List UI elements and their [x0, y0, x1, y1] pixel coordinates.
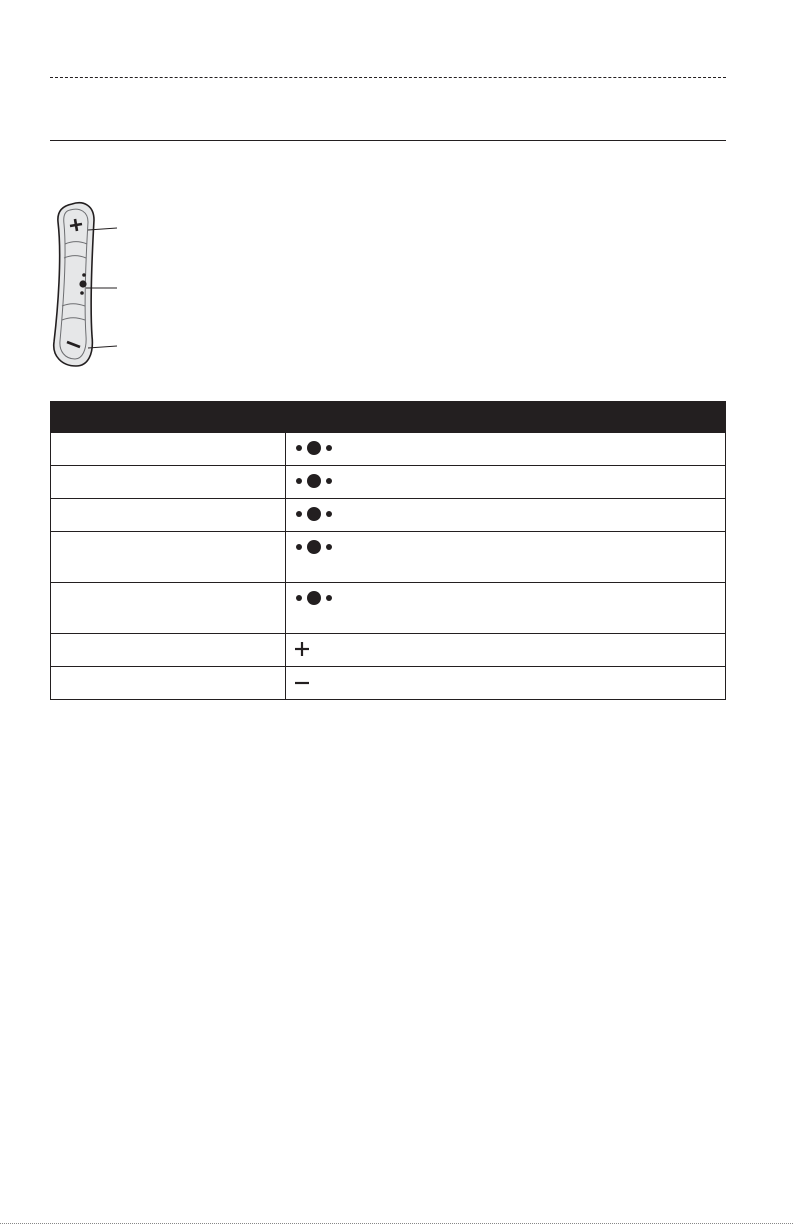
multi-function-button-icon	[294, 588, 334, 608]
function-cell	[51, 667, 286, 700]
table-header-function	[51, 402, 286, 433]
plus-icon	[294, 641, 310, 657]
function-cell	[51, 634, 286, 667]
minus-icon	[294, 674, 310, 690]
function-cell	[51, 499, 286, 532]
controls-table	[50, 401, 726, 700]
action-cell	[286, 499, 726, 532]
function-cell	[51, 583, 286, 634]
page-bottom-edge	[0, 1223, 793, 1224]
multi-function-button-icon	[294, 438, 334, 458]
table-row	[51, 466, 726, 499]
table-header-row	[51, 402, 726, 433]
inline-remote-illustration	[48, 196, 128, 372]
table-row	[51, 634, 726, 667]
table-header-action	[286, 402, 726, 433]
function-cell	[51, 532, 286, 583]
action-cell	[286, 532, 726, 583]
multi-function-button-icon	[294, 471, 334, 491]
action-cell	[286, 466, 726, 499]
action-cell	[286, 433, 726, 466]
table-row	[51, 499, 726, 532]
multi-function-button-icon	[294, 537, 334, 557]
table-row	[51, 583, 726, 634]
action-cell	[286, 583, 726, 634]
dashed-separator	[50, 77, 726, 78]
function-cell	[51, 466, 286, 499]
table-row	[51, 667, 726, 700]
action-cell	[286, 667, 726, 700]
section-heading-rule	[50, 140, 726, 141]
remote-body	[54, 203, 94, 366]
function-cell	[51, 433, 286, 466]
action-cell	[286, 634, 726, 667]
table-row	[51, 433, 726, 466]
multi-function-button-icon	[294, 504, 334, 524]
table-row	[51, 532, 726, 583]
